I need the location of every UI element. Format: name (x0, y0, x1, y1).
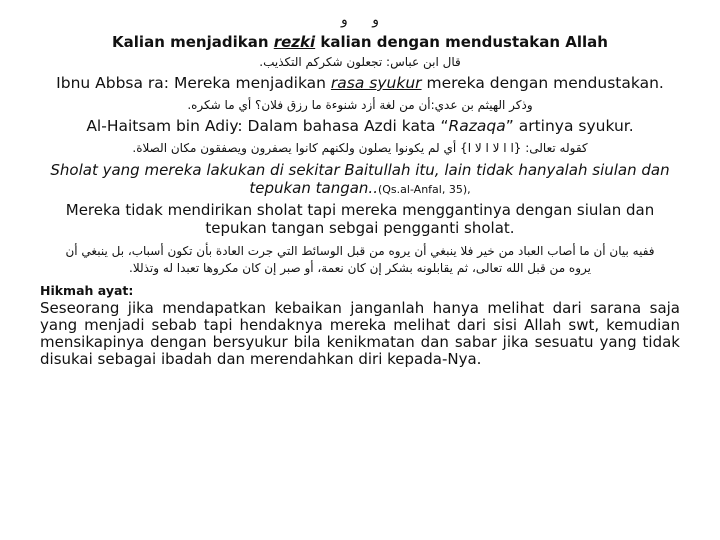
sholat-line-1: Sholat yang mereka lakukan di sekitar Baitullah itu, lain tidak hanyalah siulan dan (50, 161, 670, 179)
mereka-paragraph (40, 201, 680, 237)
arabic-quote-2: وذكر الهيثم بن عدي:أن من لغة أزد شنوءة ما رزق فلان؟ أي ما شكره. (187, 98, 533, 112)
arabic-quote-4 (40, 243, 680, 277)
heading-pre: Kalian menjadikan (112, 33, 274, 51)
translation-3 (40, 116, 680, 136)
top-marks (40, 12, 680, 32)
translation-2-post: mereka dengan mendustakan. (421, 74, 664, 92)
translation-3-post: ” artinya syukur. (505, 117, 634, 135)
heading (40, 32, 680, 52)
sholat-paragraph (40, 161, 680, 199)
arabic-quote-4-line-1: ففيه بيان أن ما أصاب العباد من خير فلا ينبغي أن يروه من قبل الوسائط التي جرت العادة بأن تكون أسباب، بل ينبغي أن (65, 244, 655, 258)
top-mark-left: و (341, 12, 348, 28)
arabic-quote-3: كقوله تعالى: {ا ا لا ا لا ا} أي لم يكونوا يصلون ولكنهم كانوا يصفرون ويصفقون مكان الصلاة. (132, 141, 588, 155)
mereka-line-2: tepukan tangan sebgai pengganti sholat. (205, 219, 515, 237)
translation-2-underlined: rasa syukur (330, 74, 422, 92)
heading-post: kalian dengan mendustakan Allah (315, 33, 608, 51)
quran-reference: (Qs.al-Anfal, 35), (377, 183, 471, 196)
sholat-line-2: tepukan tangan.. (249, 179, 378, 197)
translation-3-italic: Razaqa (448, 117, 506, 135)
top-mark-right: و (372, 12, 379, 28)
hikmah-body: Seseorang jika mendapatkan kebaikan janganlah hanya melihat dari sarana saja yang menjadi sebab tapi hendaknya mereka melihat dari sisi Allah swt, kemudian mensikapinya dengan bersyukur bila kenikmatan dan sabar jika sesuatu yang tidak disukai sebagai ibadah dan merendahkan diri kepada-Nya. (40, 299, 680, 368)
arabic-quote-1: قال ابن عباس: تجعلون شكركم التكذيب. (259, 55, 461, 69)
mereka-line-1: Mereka tidak mendirikan sholat tapi mereka menggantinya dengan siulan dan (65, 201, 655, 219)
translation-2-pre: Ibnu Abbsa ra: Mereka menjadikan (56, 74, 331, 92)
arabic-quote-4-line-2: يروه من قبل الله تعالى، ثم يقابلونه بشكر إن كان نعمة، أو صبر إن كان مكروها تعبدا له وتذللا. (129, 261, 591, 275)
hikmah-label-text: Hikmah ayat (40, 283, 129, 298)
translation-2 (40, 73, 680, 93)
hikmah-label-colon: : (128, 283, 134, 298)
hikmah-label (40, 283, 680, 298)
translation-3-pre: Al-Haitsam bin Adiy: Dalam bahasa Azdi kata “ (86, 117, 449, 135)
heading-underlined: rezki (273, 33, 316, 51)
